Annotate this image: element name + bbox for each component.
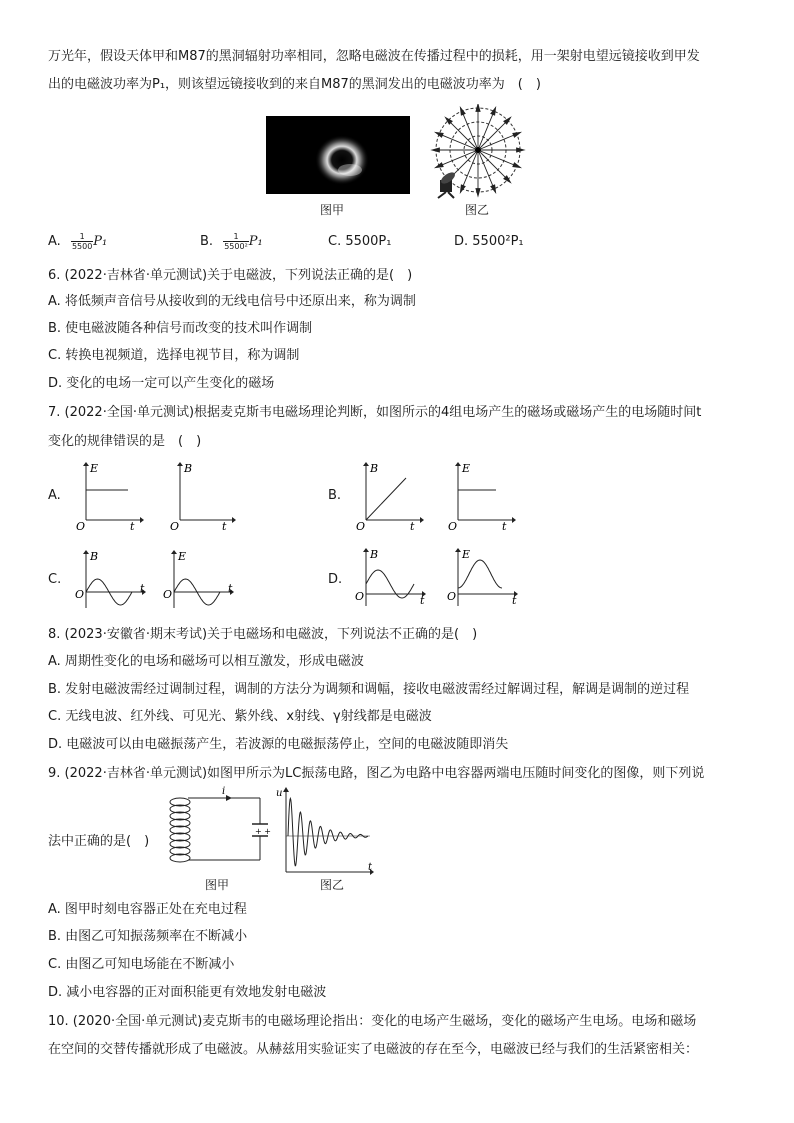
q6-option-a: A. 将低频声音信号从接收到的无线电信号中还原出来，称为调制 (48, 294, 416, 309)
axis-label-e: E (178, 550, 187, 563)
axis-label-o: O (170, 520, 180, 530)
axis-label-t: t (222, 520, 227, 530)
axis-label-t: t (502, 520, 507, 530)
q8-option-c: C. 无线电波、红外线、可见光、紫外线、x射线、γ射线都是电磁波 (48, 709, 432, 724)
q6-stem: 6. (2022·吉林省·单元测试)关于电磁波，下列说法正确的是( ) (48, 268, 413, 283)
axis-label-b: B (370, 548, 379, 561)
axis-label-o: O (448, 520, 458, 530)
q8-option-b: B. 发射电磁波需经过调制过程，调制的方法分为调频和调幅，接收电磁波需经过解调过程，解调是调制的逆过程 (48, 682, 690, 697)
lc-circuit-diagram (160, 786, 282, 876)
q7-label-a: A. (48, 488, 61, 503)
q8-option-a: A. 周期性变化的电场和磁场可以相互激发，形成电磁波 (48, 654, 364, 669)
q9-option-d: D. 减小电容器的正对面积能更有效地发射电磁波 (48, 985, 327, 1000)
black-hole-image (266, 116, 410, 194)
fig-b-caption: 图乙 (465, 203, 490, 217)
q9-fig-a-caption: 图甲 (205, 878, 230, 892)
axis-label-t: t (140, 582, 145, 595)
q7-graph-d-e-cos (444, 546, 524, 610)
damped-oscillation-graph (276, 786, 376, 876)
fig-a-caption: 图甲 (320, 203, 345, 217)
axis-label-b: B (90, 550, 99, 563)
q10-text-line-1: 10. (2020·全国·单元测试)麦克斯韦的电磁场理论指出：变化的电场产生磁场，变化的磁场产生电场。电场和磁场 (48, 1014, 697, 1029)
axis-label-e: E (462, 462, 471, 475)
q8-stem: 8. (2023·安徽省·期末考试)关于电磁场和电磁波，下列说法不正确的是( ) (48, 627, 478, 642)
q6-option-d: D. 变化的电场一定可以产生变化的磁场 (48, 376, 275, 391)
axis-label-o: O (76, 520, 86, 530)
axis-label-t: t (420, 594, 425, 607)
q7-label-d: D. (328, 572, 343, 587)
axis-label-o: O (355, 590, 365, 603)
q5-option-b: B. $\frac{1}{\text{5500²}}$ P₁ (200, 232, 263, 251)
q9-option-b: B. 由图乙可知振荡频率在不断减小 (48, 929, 248, 944)
q5-option-d: D. 5500²P₁ (454, 234, 524, 249)
current-label: i (222, 786, 226, 797)
q6-option-c: C. 转换电视频道，选择电视节目，称为调制 (48, 348, 300, 363)
q7-graph-a-b-zero (166, 460, 238, 530)
axis-label-o: O (75, 588, 85, 601)
q10-text-line-2: 在空间的交替传播就形成了电磁波。从赫兹用实验证实了电磁波的存在至今，电磁波已经与我们的生活紧密相关： (48, 1042, 699, 1057)
axis-label-o: O (447, 590, 457, 603)
axis-label-t: t (228, 582, 233, 595)
svg-text:+ +: + + (255, 827, 271, 836)
axis-label-t: t (130, 520, 135, 530)
q7-graph-c-e-sine (160, 548, 240, 612)
q9-stem-line-2: 法中正确的是( ) (48, 834, 150, 849)
q6-option-b: B. 使电磁波随各种信号而改变的技术叫作调制 (48, 321, 313, 336)
axis-label-t: t (368, 862, 373, 873)
axis-label-e: E (90, 462, 99, 475)
axis-label-t: t (512, 594, 517, 607)
q9-stem-line-1: 9. (2022·吉林省·单元测试)如图甲所示为LC振荡电路，图乙为电路中电容器两端电压随时间变化的图像，则下列说 (48, 766, 705, 781)
q8-option-d: D. 电磁波可以由电磁振荡产生，若波源的电磁振荡停止，空间的电磁波随即消失 (48, 737, 509, 752)
q7-graph-a-e-const (72, 460, 144, 530)
q9-fig-b-caption: 图乙 (320, 878, 345, 892)
q5-option-a: A. $\frac{1}{5500}$ P₁ (48, 232, 108, 251)
q5-text-line-2: 出的电磁波功率为P₁，则该望远镜接收到的来自M87的黑洞发出的电磁波功率为 ( ) (48, 77, 541, 92)
q9-option-a: A. 图甲时刻电容器正处在充电过程 (48, 902, 247, 917)
q7-label-c: C. (48, 572, 62, 587)
axis-label-e: E (462, 548, 471, 561)
q7-graph-d-b-sine (352, 546, 432, 610)
q7-graph-c-b-sine (72, 548, 152, 612)
q7-stem-line-1: 7. (2022·全国·单元测试)根据麦克斯韦电磁场理论判断，如图所示的4组电场产生的磁场或磁场产生的电场随时间t (48, 405, 702, 420)
axis-label-o: O (163, 588, 173, 601)
q5-option-c: C. 5500P₁ (328, 234, 392, 249)
q7-graph-b-e-const (444, 460, 516, 530)
q9-option-c: C. 由图乙可知电场能在不断减小 (48, 957, 235, 972)
q7-label-b: B. (328, 488, 342, 503)
axis-label-b: B (370, 462, 379, 475)
radio-wave-diagram (430, 104, 526, 200)
q5-text-line-1: 万光年，假设天体甲和M87的黑洞辐射功率相同，忽略电磁波在传播过程中的损耗，用一架射电望远镜接收到甲发 (48, 49, 700, 64)
axis-label-o: O (356, 520, 366, 530)
q7-graph-b-b-linear (352, 460, 424, 530)
axis-label-u: u (276, 788, 283, 799)
axis-label-t: t (410, 520, 415, 530)
axis-label-b: B (184, 462, 193, 475)
q7-stem-line-2: 变化的规律错误的是 ( ) (48, 434, 202, 449)
